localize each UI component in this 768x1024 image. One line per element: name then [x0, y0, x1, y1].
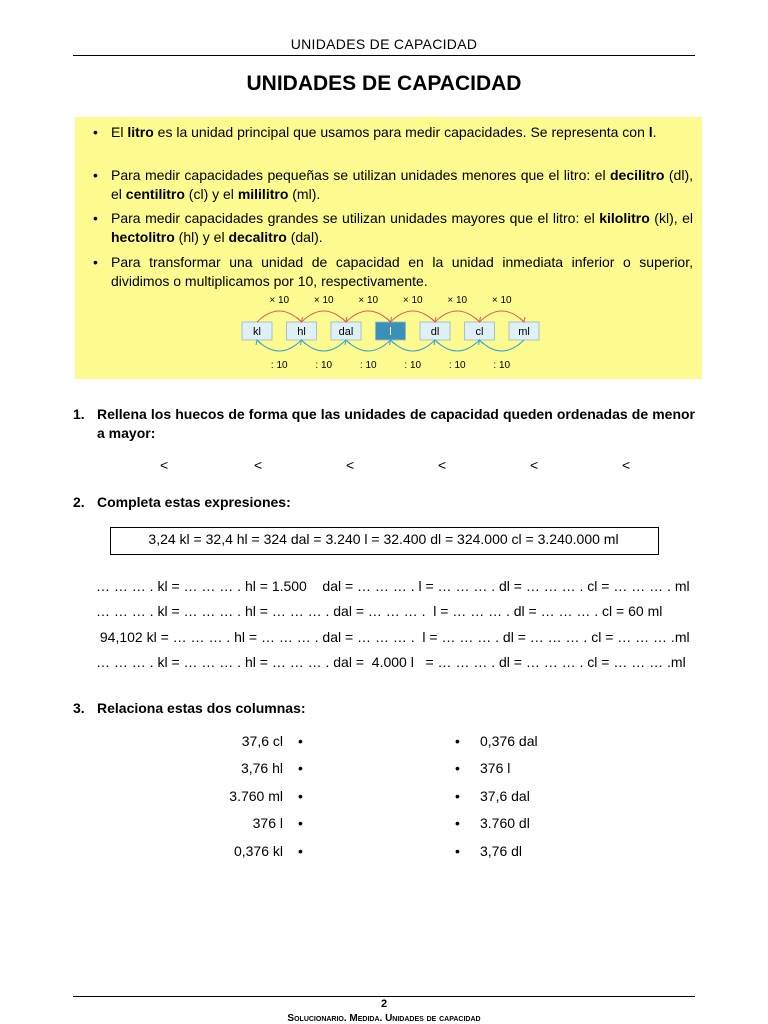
bullet-dot: •: [93, 210, 98, 226]
right-column-value: 376 l: [480, 760, 511, 776]
divide-label: : 10: [315, 360, 333, 371]
unit-conversion-diagram: [240, 293, 540, 373]
question-3: [73, 699, 695, 718]
unit-label-hl: hl: [297, 326, 306, 338]
info-bullet-3: • Para medir capacidades grandes se utilizan unidades mayores que el litro: el kilolitro (kl), el hectolitro (hl) y el decalitro (dal).: [93, 210, 694, 245]
multiply-arrow: [391, 311, 436, 322]
info-bullet-1: • El litro es la unidad principal que usamos para medir capacidades. Se representa con l.: [93, 124, 657, 140]
page-title: UNIDADES DE CAPACIDAD: [246, 72, 522, 95]
expression-line: … … … . kl = … … … . hl = 1.500 dal = … … … . l = … … … . dl = … … … . cl = … … … . ml: [96, 578, 690, 594]
multiply-label: × 10: [402, 295, 423, 306]
multiply-arrow: [346, 311, 391, 322]
less-than-sign: <: [346, 457, 355, 473]
divide-arrow: [480, 340, 525, 351]
question-text: Rellena los huecos de forma que las unidades de capacidad queden ordenadas de menor a mayor:: [97, 406, 695, 441]
right-column-value: 37,6 dal: [480, 788, 530, 804]
multiply-label: × 10: [447, 295, 468, 306]
question-number: 3.: [73, 700, 85, 716]
right-match-dot[interactable]: •: [455, 733, 460, 749]
question-2: [73, 493, 695, 512]
question-text: Relaciona estas dos columnas:: [97, 700, 306, 716]
right-column-value: 3,76 dl: [480, 843, 523, 859]
less-than-sign: <: [530, 457, 539, 473]
example-expression: 3,24 kl = 32,4 hl = 324 dal = 3.240 l = 32.400 dl = 324.000 cl = 3.240.000 ml: [148, 531, 619, 547]
right-match-dot[interactable]: •: [455, 815, 460, 831]
less-than-sign: <: [622, 457, 631, 473]
multiply-label: × 10: [358, 295, 379, 306]
divide-arrow: [257, 340, 302, 351]
multiply-arrow: [257, 311, 302, 322]
less-than-sign: <: [438, 457, 447, 473]
question-text: Completa estas expresiones:: [97, 494, 291, 510]
left-column-value: 0,376 kl: [233, 843, 283, 859]
divide-label: : 10: [270, 360, 288, 371]
left-column-value: 376 l: [252, 815, 283, 831]
unit-label-kl: kl: [253, 326, 261, 338]
multiply-arrow: [302, 311, 347, 322]
less-than-sign: <: [254, 457, 263, 473]
multiply-arrow: [480, 311, 525, 322]
bullet-dot: •: [93, 124, 98, 140]
less-than-sign: <: [160, 457, 169, 473]
header-rule: [73, 55, 695, 56]
left-match-dot[interactable]: •: [298, 815, 303, 831]
question-number: 1.: [73, 406, 85, 422]
multiply-label: × 10: [491, 295, 512, 306]
divide-label: : 10: [404, 360, 422, 371]
running-header: UNIDADES DE CAPACIDAD: [290, 36, 478, 52]
question-number: 2.: [73, 494, 85, 510]
left-column-value: 37,6 cl: [241, 733, 283, 749]
multiply-arrow: [435, 311, 480, 322]
left-match-dot[interactable]: •: [298, 788, 303, 804]
divide-arrow: [302, 340, 347, 351]
footer-text: Solucionario. Medida. Unidades de capacidad: [287, 1013, 481, 1024]
divide-arrow: [346, 340, 391, 351]
unit-label-cl: cl: [475, 326, 484, 338]
right-match-dot[interactable]: •: [455, 843, 460, 859]
left-match-dot[interactable]: •: [298, 760, 303, 776]
multiply-label: × 10: [313, 295, 334, 306]
unit-label-dal: dal: [338, 326, 354, 338]
unit-label-ml: ml: [518, 326, 530, 338]
divide-label: : 10: [359, 360, 377, 371]
footer-rule: [73, 996, 695, 997]
expression-line: 94,102 kl = … … … . hl = … … … . dal = … … … . l = … … … . dl = … … … . cl = … … … .ml: [96, 629, 690, 645]
bullet-dot: •: [93, 254, 98, 270]
divide-arrow: [391, 340, 436, 351]
divide-label: : 10: [493, 360, 511, 371]
bullet-dot: •: [93, 167, 98, 183]
info-bullet-4: • Para transformar una unidad de capacidad en la unidad inmediata inferior o superior, dividimos o multiplicamos por 10, respectivamente.: [93, 254, 693, 289]
right-match-dot[interactable]: •: [455, 760, 460, 776]
multiply-label: × 10: [269, 295, 290, 306]
unit-label-dl: dl: [430, 326, 440, 338]
question-1: [73, 405, 695, 443]
right-column-value: 0,376 dal: [480, 733, 538, 749]
left-column-value: 3.760 ml: [229, 788, 283, 804]
unit-label-l: l: [389, 326, 392, 338]
page-number: 2: [380, 998, 388, 1010]
right-column-value: 3.760 dl: [480, 815, 530, 831]
expression-line: … … … . kl = … … … . hl = … … … . dal = … … … . l = … … … . dl = … … … . cl = 60 ml: [96, 603, 663, 619]
divide-label: : 10: [448, 360, 466, 371]
divide-arrow: [435, 340, 480, 351]
left-match-dot[interactable]: •: [298, 733, 303, 749]
left-column-value: 3,76 hl: [240, 760, 283, 776]
expression-line: … … … . kl = … … … . hl = … … … . dal = 4.000 l = … … … . dl = … … … . cl = … … … .ml: [96, 654, 686, 670]
info-bullet-2: • Para medir capacidades pequeñas se utilizan unidades menores que el litro: el decilitro (dl), el centilitro (cl) y el mililitro (ml).: [93, 167, 693, 202]
left-match-dot[interactable]: •: [298, 843, 303, 859]
right-match-dot[interactable]: •: [455, 788, 460, 804]
